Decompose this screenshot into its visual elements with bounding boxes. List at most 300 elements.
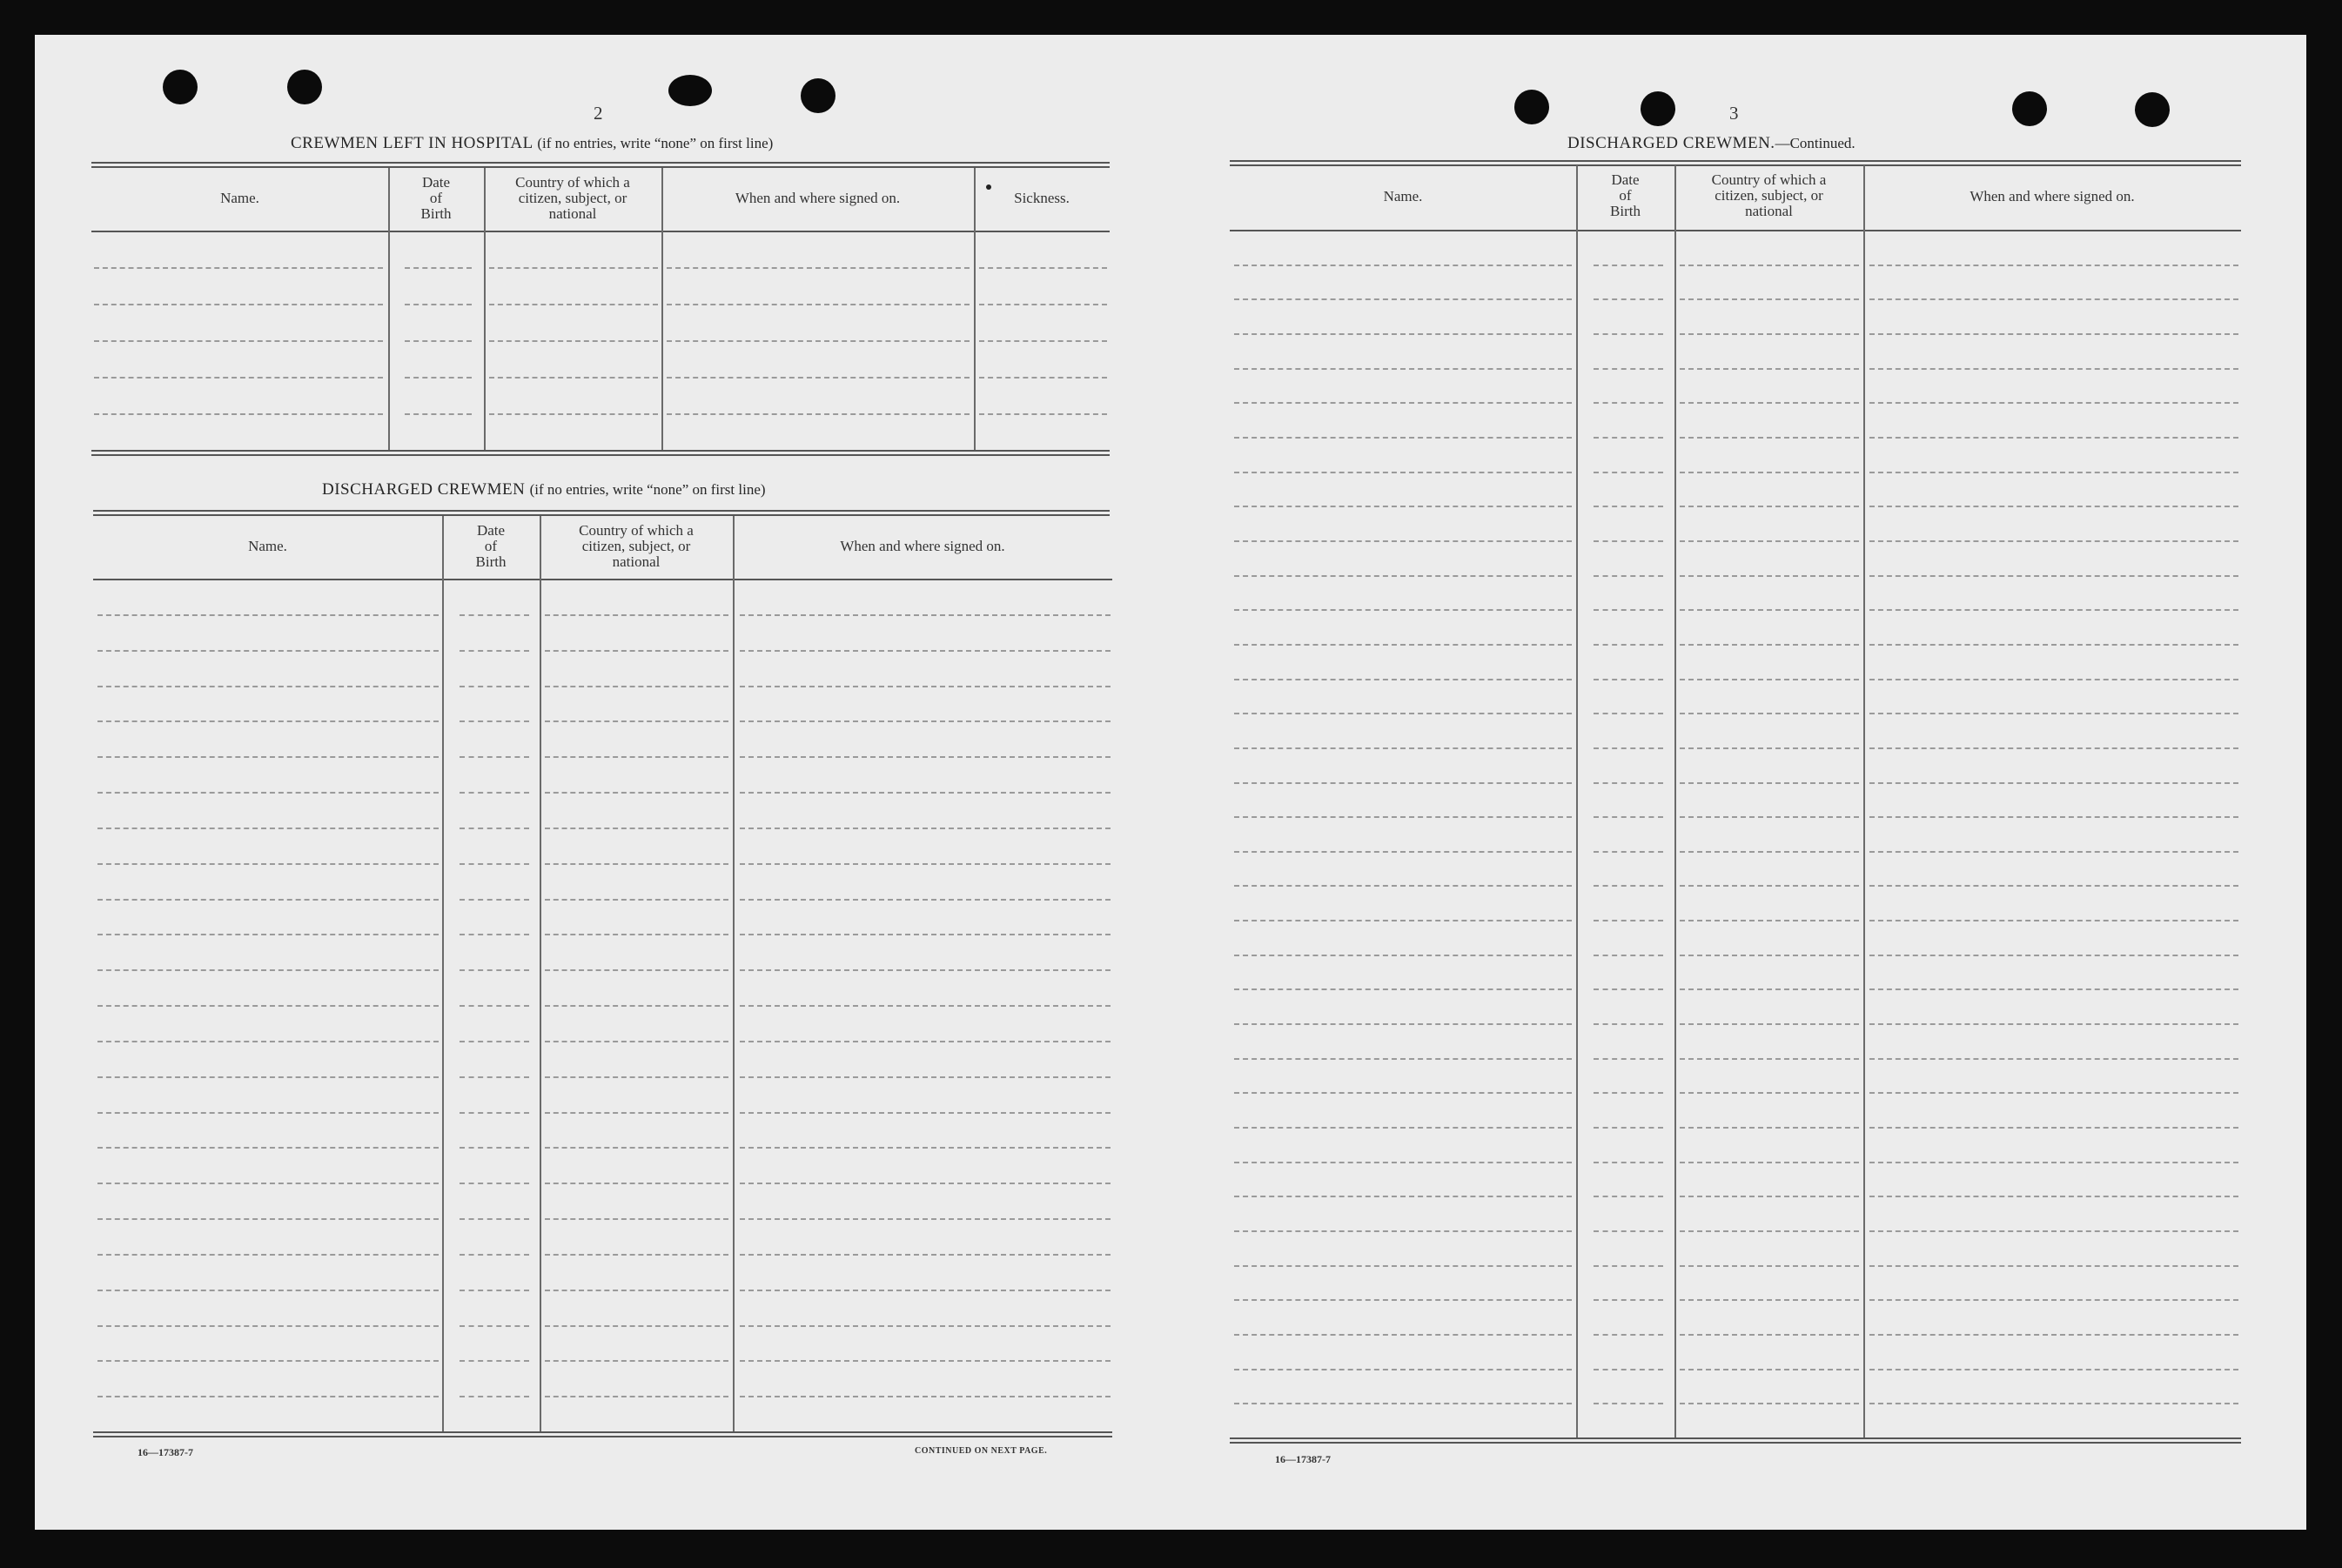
entry-line <box>97 1183 439 1184</box>
entry-line <box>1680 644 1859 646</box>
entry-line <box>1869 1023 2238 1025</box>
column-header <box>1863 189 2241 204</box>
entry-line <box>1680 713 1859 714</box>
entry-line <box>1594 1334 1663 1336</box>
entry-line <box>1869 816 2238 818</box>
entry-line <box>97 720 439 722</box>
entry-line <box>1680 540 1859 542</box>
entry-line <box>545 1254 728 1256</box>
column-header-line: When and where signed on. <box>840 538 1005 554</box>
entry-line <box>1869 437 2238 439</box>
entry-line <box>1680 747 1859 749</box>
table-header-rule <box>1230 230 2241 231</box>
entry-line <box>545 756 728 758</box>
entry-line <box>460 934 529 935</box>
punch-hole <box>163 70 198 104</box>
table-header-rule <box>91 231 1110 232</box>
column-header-line: of <box>429 190 443 206</box>
hospital-top-rule <box>91 162 1110 168</box>
column-header-line: Date <box>476 522 506 539</box>
hospital-title-text: CREWMEN LEFT IN HOSPITAL <box>291 134 533 152</box>
entry-line <box>489 267 658 269</box>
entry-line <box>97 614 439 616</box>
entry-line <box>1869 1334 2238 1336</box>
entry-line <box>979 304 1107 305</box>
column-header-line: national <box>1745 203 1793 219</box>
entry-line <box>1234 816 1572 818</box>
entry-line <box>1680 333 1859 335</box>
entry-line <box>460 863 529 865</box>
entry-line <box>545 1041 728 1042</box>
entry-line <box>489 377 658 379</box>
column-header-line: Country of which a <box>1711 171 1827 188</box>
entry-line <box>1234 472 1572 473</box>
entry-line <box>1594 747 1663 749</box>
column-header-line: Country of which a <box>579 522 694 539</box>
entry-line <box>740 1254 1111 1256</box>
entry-line <box>1869 1092 2238 1094</box>
entry-line <box>460 1360 529 1362</box>
entry-line <box>545 1218 728 1220</box>
entry-line <box>740 1218 1111 1220</box>
entry-line <box>545 720 728 722</box>
entry-line <box>94 340 383 342</box>
entry-line <box>1869 333 2238 335</box>
entry-line <box>1680 851 1859 853</box>
entry-line <box>1234 1334 1572 1336</box>
entry-line <box>740 1360 1111 1362</box>
continued-note: CONTINUED ON NEXT PAGE. <box>915 1446 1048 1456</box>
entry-line <box>460 969 529 971</box>
entry-line <box>740 828 1111 829</box>
entry-line <box>1680 782 1859 784</box>
column-header-line: of <box>1619 187 1632 204</box>
entry-line <box>1680 1127 1859 1129</box>
entry-line <box>1869 1230 2238 1232</box>
document-page <box>35 35 2306 1530</box>
entry-line <box>1234 437 1572 439</box>
entry-line <box>460 828 529 829</box>
entry-line <box>405 304 472 305</box>
entry-line <box>1594 1162 1663 1163</box>
column-divider <box>1576 165 1578 1437</box>
right-top-rule <box>1230 160 2241 166</box>
entry-line <box>740 1076 1111 1078</box>
entry-line <box>1869 1196 2238 1197</box>
entry-line <box>545 1360 728 1362</box>
entry-line <box>460 1396 529 1397</box>
entry-line <box>1869 1058 2238 1060</box>
entry-line <box>489 413 658 415</box>
punch-hole <box>668 75 712 106</box>
entry-line <box>1869 609 2238 611</box>
entry-line <box>545 934 728 935</box>
entry-line <box>489 304 658 305</box>
entry-line <box>97 792 439 794</box>
entry-line <box>545 792 728 794</box>
punch-hole <box>1641 91 1675 126</box>
entry-line <box>1234 540 1572 542</box>
entry-line <box>1680 1369 1859 1370</box>
entry-line <box>1869 988 2238 990</box>
entry-line <box>545 969 728 971</box>
entry-line <box>460 1290 529 1291</box>
entry-line <box>1594 1196 1663 1197</box>
column-header <box>93 539 442 554</box>
entry-line <box>1594 1230 1663 1232</box>
entry-line <box>1234 333 1572 335</box>
column-header <box>91 191 388 206</box>
entry-line <box>460 1112 529 1114</box>
entry-line <box>545 614 728 616</box>
entry-line <box>1234 782 1572 784</box>
column-header <box>1674 172 1863 219</box>
entry-line <box>460 1183 529 1184</box>
entry-line <box>97 863 439 865</box>
entry-line <box>740 1396 1111 1397</box>
entry-line <box>1234 644 1572 646</box>
entry-line <box>460 1005 529 1007</box>
entry-line <box>460 1254 529 1256</box>
entry-line <box>1594 1092 1663 1094</box>
entry-line <box>460 792 529 794</box>
entry-line <box>1234 368 1572 370</box>
entry-line <box>667 413 970 415</box>
column-header-line: Country of which a <box>515 174 630 191</box>
column-header-line: national <box>612 553 661 570</box>
entry-line <box>1234 955 1572 956</box>
entry-line <box>1594 885 1663 887</box>
column-header-line: Date <box>421 174 451 191</box>
entry-line <box>1594 472 1663 473</box>
entry-line <box>97 934 439 935</box>
punch-hole <box>2012 91 2047 126</box>
entry-line <box>1594 1023 1663 1025</box>
column-header-line: Name. <box>1383 188 1423 204</box>
entry-line <box>740 863 1111 865</box>
entry-line <box>1234 1230 1572 1232</box>
entry-line <box>460 614 529 616</box>
entry-line <box>1594 1369 1663 1370</box>
entry-line <box>1680 1162 1859 1163</box>
entry-line <box>1680 885 1859 887</box>
entry-line <box>1680 1403 1859 1404</box>
column-header <box>661 191 974 206</box>
entry-line <box>979 377 1107 379</box>
entry-line <box>1869 1162 2238 1163</box>
entry-line <box>1594 955 1663 956</box>
entry-line <box>1234 1023 1572 1025</box>
entry-line <box>1594 265 1663 266</box>
entry-line <box>1869 885 2238 887</box>
entry-line <box>1594 851 1663 853</box>
entry-line <box>405 340 472 342</box>
column-header-line: citizen, subject, or <box>518 190 627 206</box>
entry-line <box>1680 609 1859 611</box>
entry-line <box>1680 816 1859 818</box>
entry-line <box>1594 540 1663 542</box>
entry-line <box>1234 747 1572 749</box>
entry-line <box>1869 851 2238 853</box>
entry-line <box>740 1112 1111 1114</box>
entry-line <box>97 1112 439 1114</box>
entry-line <box>1594 920 1663 921</box>
punch-hole <box>801 78 835 113</box>
entry-line <box>1869 782 2238 784</box>
entry-line <box>545 1183 728 1184</box>
entry-line <box>545 1325 728 1327</box>
entry-line <box>740 1147 1111 1149</box>
entry-line <box>1234 1092 1572 1094</box>
entry-line <box>1680 955 1859 956</box>
entry-line <box>740 614 1111 616</box>
entry-line <box>740 650 1111 652</box>
entry-line <box>405 377 472 379</box>
entry-line <box>545 1112 728 1114</box>
entry-line <box>1680 506 1859 507</box>
entry-line <box>545 828 728 829</box>
entry-line <box>1680 1334 1859 1336</box>
entry-line <box>1234 988 1572 990</box>
entry-line <box>1680 679 1859 680</box>
column-divider <box>661 168 663 450</box>
column-divider <box>442 516 444 1431</box>
column-header <box>733 539 1112 554</box>
entry-line <box>460 650 529 652</box>
entry-line <box>1234 1162 1572 1163</box>
hospital-title-note: (if no entries, write “none” on first line) <box>537 135 774 151</box>
entry-line <box>1680 1230 1859 1232</box>
ink-speck <box>986 184 991 190</box>
entry-line <box>1680 1299 1859 1301</box>
entry-line <box>740 934 1111 935</box>
entry-line <box>740 756 1111 758</box>
entry-line <box>1869 472 2238 473</box>
column-header-line: Name. <box>248 538 287 554</box>
entry-line <box>1234 1265 1572 1267</box>
entry-line <box>1234 851 1572 853</box>
entry-line <box>1869 955 2238 956</box>
entry-line <box>1594 298 1663 300</box>
column-divider <box>1674 165 1676 1437</box>
entry-line <box>1234 1403 1572 1404</box>
entry-line <box>740 1290 1111 1291</box>
entry-line <box>1869 575 2238 577</box>
column-divider <box>540 516 541 1431</box>
entry-line <box>1869 265 2238 266</box>
entry-line <box>667 267 970 269</box>
entry-line <box>1869 644 2238 646</box>
entry-line <box>1234 575 1572 577</box>
entry-line <box>460 899 529 901</box>
entry-line <box>97 1041 439 1042</box>
entry-line <box>1234 1196 1572 1197</box>
entry-line <box>1594 988 1663 990</box>
entry-line <box>1680 1023 1859 1025</box>
entry-line <box>979 340 1107 342</box>
entry-line <box>545 650 728 652</box>
entry-line <box>94 304 383 305</box>
entry-line <box>979 267 1107 269</box>
entry-line <box>1234 1058 1572 1060</box>
entry-line <box>1869 402 2238 404</box>
entry-line <box>1594 437 1663 439</box>
column-header <box>974 191 1110 206</box>
entry-line <box>545 863 728 865</box>
entry-line <box>1869 747 2238 749</box>
entry-line <box>1594 782 1663 784</box>
entry-line <box>740 899 1111 901</box>
right-title-suffix: —Continued. <box>1775 135 1855 151</box>
entry-line <box>97 1076 439 1078</box>
entry-line <box>1594 1058 1663 1060</box>
column-header-line: When and where signed on. <box>735 190 901 206</box>
entry-line <box>97 969 439 971</box>
entry-line <box>97 1290 439 1291</box>
entry-line <box>97 1005 439 1007</box>
entry-line <box>1680 472 1859 473</box>
entry-line <box>1869 368 2238 370</box>
column-header-line: Sickness. <box>1014 190 1070 206</box>
entry-line <box>97 1254 439 1256</box>
entry-line <box>1680 1058 1859 1060</box>
table-bottom-rule <box>1230 1437 2241 1444</box>
entry-line <box>1869 1369 2238 1370</box>
entry-line <box>97 650 439 652</box>
entry-line <box>740 1041 1111 1042</box>
entry-line <box>1869 713 2238 714</box>
column-header <box>1230 189 1576 204</box>
table-bottom-rule <box>93 1431 1112 1437</box>
entry-line <box>740 969 1111 971</box>
entry-line <box>94 377 383 379</box>
entry-line <box>1234 609 1572 611</box>
entry-line <box>1594 609 1663 611</box>
entry-line <box>460 1076 529 1078</box>
column-header-line: When and where signed on. <box>1970 188 2135 204</box>
entry-line <box>1680 920 1859 921</box>
column-header-line: Birth <box>1610 203 1641 219</box>
entry-line <box>1594 333 1663 335</box>
entry-line <box>1869 1299 2238 1301</box>
entry-line <box>1869 1265 2238 1267</box>
entry-line <box>545 686 728 687</box>
entry-line <box>1594 1403 1663 1404</box>
entry-line <box>1234 506 1572 507</box>
entry-line <box>1594 679 1663 680</box>
entry-line <box>1680 575 1859 577</box>
entry-line <box>97 1360 439 1362</box>
column-header <box>442 523 540 570</box>
punch-hole <box>1514 90 1549 124</box>
entry-line <box>740 1183 1111 1184</box>
entry-line <box>545 899 728 901</box>
entry-line <box>1234 265 1572 266</box>
punch-hole <box>287 70 322 104</box>
entry-line <box>1869 920 2238 921</box>
entry-line <box>667 340 970 342</box>
entry-line <box>1594 1265 1663 1267</box>
entry-line <box>460 756 529 758</box>
entry-line <box>1234 920 1572 921</box>
column-header-line: citizen, subject, or <box>1715 187 1823 204</box>
entry-line <box>1234 402 1572 404</box>
entry-line <box>740 1325 1111 1327</box>
entry-line <box>97 1147 439 1149</box>
column-header-line: of <box>484 538 498 554</box>
entry-line <box>1594 368 1663 370</box>
page-number-left: 2 <box>594 103 603 124</box>
entry-line <box>1594 816 1663 818</box>
discharged-top-rule <box>93 510 1110 516</box>
discharged-title-text: DISCHARGED CREWMEN <box>322 480 526 499</box>
entry-line <box>1680 1265 1859 1267</box>
table-header-rule <box>93 579 1112 580</box>
entry-line <box>1680 402 1859 404</box>
column-divider <box>1863 165 1865 1437</box>
table-bottom-rule <box>91 450 1110 456</box>
form-number-left: 16—17387-7 <box>138 1446 193 1458</box>
form-number-right: 16—17387-7 <box>1275 1453 1331 1465</box>
punch-hole <box>2135 92 2170 127</box>
entry-line <box>97 828 439 829</box>
column-header-line: Name. <box>220 190 259 206</box>
entry-line <box>740 720 1111 722</box>
entry-line <box>667 377 970 379</box>
right-title-text: DISCHARGED CREWMEN. <box>1567 134 1775 152</box>
entry-line <box>405 413 472 415</box>
column-divider <box>974 168 976 450</box>
entry-line <box>1869 506 2238 507</box>
entry-line <box>460 720 529 722</box>
entry-line <box>1680 1092 1859 1094</box>
entry-line <box>1869 679 2238 680</box>
entry-line <box>667 304 970 305</box>
entry-line <box>545 1396 728 1397</box>
hospital-section-title <box>291 134 773 153</box>
entry-line <box>1680 298 1859 300</box>
entry-line <box>1594 644 1663 646</box>
entry-line <box>460 1325 529 1327</box>
entry-line <box>545 1076 728 1078</box>
entry-line <box>1869 1127 2238 1129</box>
entry-line <box>1234 679 1572 680</box>
entry-line <box>1594 1299 1663 1301</box>
entry-line <box>94 267 383 269</box>
entry-line <box>979 413 1107 415</box>
column-header <box>388 175 484 222</box>
column-header-line: national <box>548 205 597 222</box>
column-header <box>1576 172 1674 219</box>
entry-line <box>97 899 439 901</box>
entry-line <box>97 1396 439 1397</box>
entry-line <box>1869 540 2238 542</box>
entry-line <box>97 1325 439 1327</box>
entry-line <box>97 1218 439 1220</box>
entry-line <box>1234 1369 1572 1370</box>
entry-line <box>1680 265 1859 266</box>
discharged-section-title <box>322 480 766 499</box>
column-header-line: citizen, subject, or <box>581 538 691 554</box>
entry-line <box>97 686 439 687</box>
entry-line <box>1680 988 1859 990</box>
discharged-title-note: (if no entries, write “none” on first line) <box>529 481 766 498</box>
entry-line <box>545 1290 728 1291</box>
column-header <box>540 523 733 570</box>
entry-line <box>1234 298 1572 300</box>
entry-line <box>489 340 658 342</box>
entry-line <box>545 1005 728 1007</box>
